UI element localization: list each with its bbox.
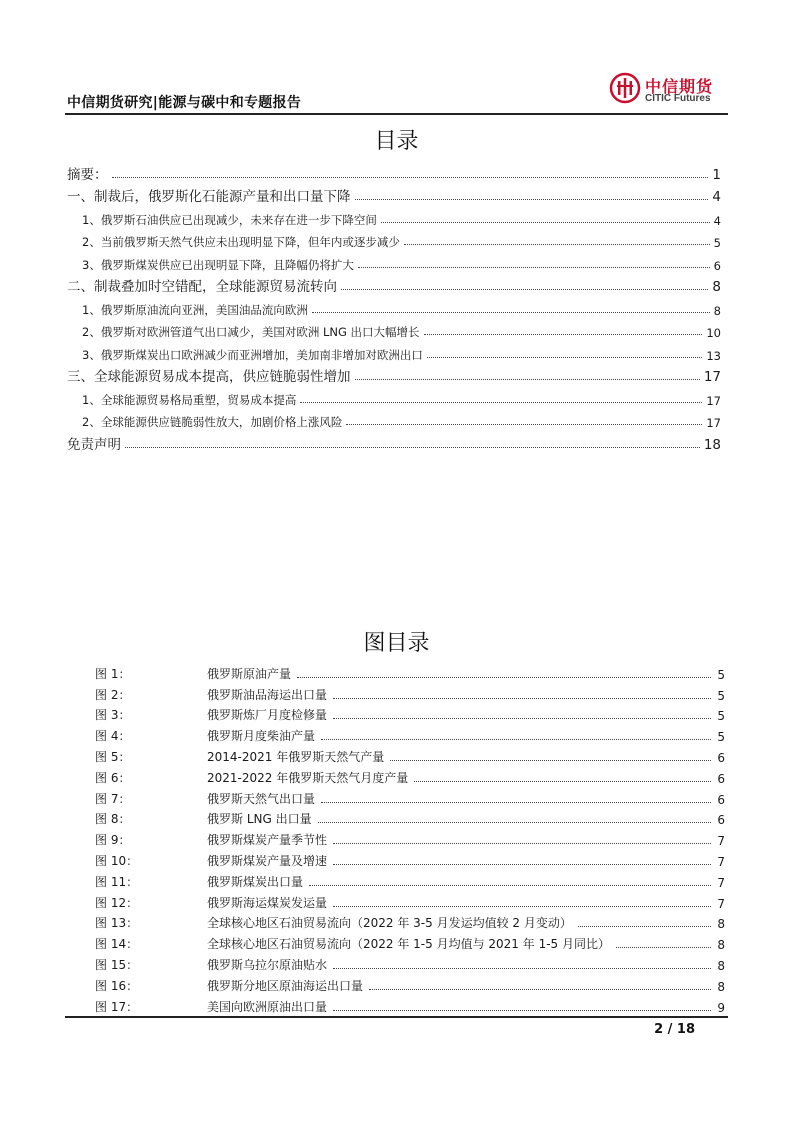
toc-entry-label: 2、当前俄罗斯天然气供应未出现明显下降，但年内或逐步减少 — [82, 235, 400, 249]
leader-dots — [381, 222, 710, 223]
figure-page: 5 — [717, 667, 725, 682]
figure-title: 俄罗斯 LNG 出口量 — [207, 812, 312, 827]
figure-title: 俄罗斯煤炭出口量 — [207, 874, 304, 889]
figure-title: 俄罗斯乌拉尔原油贴水 — [207, 957, 328, 972]
toc-entry-page: 17 — [703, 369, 721, 385]
figure-title: 美国向欧洲原油出口量 — [207, 999, 328, 1014]
figure-number: 图 8： — [95, 812, 131, 827]
figure-entry[interactable] — [95, 703, 725, 724]
figure-number: 图 3： — [95, 708, 131, 723]
toc-subentry[interactable] — [67, 228, 721, 251]
toc-entry-page: 8 — [713, 303, 721, 318]
header-divider — [65, 113, 728, 115]
figure-page: 5 — [717, 709, 725, 724]
toc-entry-page: 1 — [712, 166, 721, 183]
figure-entry[interactable] — [95, 744, 725, 765]
figure-entry[interactable] — [95, 952, 725, 973]
toc-entry-page: 18 — [703, 436, 721, 453]
leader-dots — [355, 199, 709, 200]
citic-logo-icon — [609, 72, 641, 104]
figure-list-heading: 图目录 — [363, 631, 430, 656]
figure-title: 俄罗斯煤炭产量季节性 — [207, 833, 328, 848]
toc-heading: 目录 — [374, 129, 419, 154]
leader-dots — [333, 1010, 711, 1011]
toc-entry-label: 免责声明 — [67, 436, 121, 453]
leader-dots — [300, 402, 702, 403]
leader-dots — [355, 379, 700, 380]
logo-english-name: CITIC Futures — [645, 93, 711, 104]
leader-dots — [312, 312, 710, 313]
leader-dots — [414, 781, 711, 782]
figure-number: 图 12： — [95, 895, 139, 910]
toc-subentry[interactable] — [67, 385, 721, 408]
toc-entry-label: 2、全球能源供应链脆弱性放大，加剧价格上涨风险 — [82, 415, 343, 429]
figure-number: 图 4： — [95, 729, 131, 744]
figure-page: 5 — [717, 730, 725, 745]
toc-entry-page: 5 — [713, 236, 721, 250]
toc-entry[interactable] — [67, 363, 721, 386]
figure-number: 图 6： — [95, 770, 131, 785]
leader-dots — [309, 885, 711, 886]
figure-number: 图 9： — [95, 833, 131, 848]
figure-entry[interactable] — [95, 827, 725, 848]
figure-page: 6 — [717, 771, 725, 786]
leader-dots — [404, 244, 710, 245]
table-of-contents — [67, 160, 721, 453]
figure-entry[interactable] — [95, 869, 725, 890]
leader-dots — [112, 177, 709, 178]
leader-dots — [427, 357, 703, 358]
figure-entry[interactable] — [95, 765, 725, 786]
figure-entry[interactable] — [95, 890, 725, 911]
figure-number: 图 1： — [95, 666, 131, 681]
figure-title: 全球核心地区石油贸易流向（2022 年 1-5 月均值与 2021 年 1-5 月同比） — [207, 937, 610, 952]
figure-number: 图 14： — [95, 937, 139, 952]
toc-entry-page: 10 — [706, 326, 721, 340]
toc-entry-label: 二、制裁叠加时空错配，全球能源贸易流转向 — [67, 279, 337, 295]
toc-subentry[interactable] — [67, 295, 721, 318]
figure-page: 8 — [717, 938, 725, 953]
figure-page: 8 — [717, 979, 725, 994]
toc-entry[interactable] — [67, 273, 721, 296]
figure-entry[interactable] — [95, 973, 725, 994]
toc-subentry[interactable] — [67, 408, 721, 431]
figure-entry[interactable] — [95, 911, 725, 932]
figure-title: 俄罗斯原油产量 — [207, 666, 292, 681]
figure-title: 俄罗斯油品海运出口量 — [207, 687, 328, 702]
report-header-title: 中信期货研究|能源与碳中和专题报告 — [67, 95, 302, 111]
page-number: 2 / 18 — [654, 1022, 695, 1037]
figure-number: 图 2： — [95, 687, 131, 702]
toc-entry-page: 17 — [706, 416, 721, 430]
figure-page: 7 — [717, 875, 725, 890]
leader-dots — [333, 843, 711, 844]
toc-subentry[interactable] — [67, 340, 721, 363]
figure-number: 图 17： — [95, 999, 139, 1014]
leader-dots — [333, 968, 711, 969]
leader-dots — [578, 926, 712, 927]
toc-subentry[interactable] — [67, 250, 721, 273]
figure-entry[interactable] — [95, 848, 725, 869]
figure-title: 俄罗斯炼厂月度检修量 — [207, 708, 328, 723]
toc-subentry[interactable] — [67, 205, 721, 228]
figure-entry[interactable] — [95, 931, 725, 952]
toc-entry-label: 1、全球能源贸易格局重塑，贸易成本提高 — [82, 392, 297, 407]
toc-entry-label: 3、俄罗斯煤炭出口欧洲减少而亚洲增加，美加南非增加对欧洲出口 — [82, 347, 423, 362]
leader-dots — [321, 802, 711, 803]
toc-entry-page: 8 — [712, 279, 721, 295]
figure-page: 8 — [717, 917, 725, 932]
figure-page: 8 — [717, 958, 725, 973]
leader-dots — [424, 334, 703, 335]
leader-dots — [341, 289, 708, 290]
figure-number: 图 15： — [95, 957, 139, 972]
figure-page: 6 — [717, 792, 725, 807]
figure-page: 5 — [717, 688, 725, 703]
figure-page: 7 — [717, 854, 725, 869]
leader-dots — [390, 760, 711, 761]
toc-entry[interactable] — [67, 430, 721, 453]
toc-entry-label: 2、俄罗斯对欧洲管道气出口减少，美国对欧洲 LNG 出口大幅增长 — [82, 325, 420, 339]
figure-title: 俄罗斯煤炭产量及增速 — [207, 853, 328, 868]
figure-page: 7 — [717, 896, 725, 911]
figure-entry[interactable] — [95, 682, 725, 703]
figure-number: 图 7： — [95, 791, 131, 806]
toc-entry-page: 17 — [706, 393, 721, 408]
figure-entry[interactable] — [95, 661, 725, 682]
figure-number: 图 13： — [95, 916, 139, 931]
leader-dots — [333, 718, 711, 719]
footer-divider — [65, 1016, 728, 1018]
citic-futures-logo — [609, 72, 729, 108]
toc-entry-label: 三、全球能源贸易成本提高，供应链脆弱性增加 — [67, 369, 351, 385]
figure-number: 图 10： — [95, 853, 139, 868]
leader-dots — [321, 739, 711, 740]
leader-dots — [125, 447, 700, 448]
figure-number: 图 5： — [95, 749, 131, 764]
figure-list — [95, 661, 725, 1015]
figure-page: 7 — [717, 834, 725, 849]
leader-dots — [358, 267, 710, 268]
toc-entry-page: 4 — [713, 213, 721, 228]
figure-page: 6 — [717, 750, 725, 765]
figure-page: 6 — [717, 813, 725, 828]
figure-title: 俄罗斯海运煤炭发运量 — [207, 895, 328, 910]
toc-entry-label: 3、俄罗斯煤炭供应已出现明显下降，且降幅仍将扩大 — [82, 257, 354, 272]
figure-entry[interactable] — [95, 786, 725, 807]
toc-subentry[interactable] — [67, 318, 721, 341]
figure-entry[interactable] — [95, 723, 725, 744]
figure-number: 图 16： — [95, 978, 139, 993]
toc-entry-page: 13 — [706, 348, 721, 363]
toc-entry[interactable] — [67, 183, 721, 206]
toc-entry-label: 1、俄罗斯原油流向亚洲，美国油品流向欧洲 — [82, 302, 308, 317]
figure-entry[interactable] — [95, 994, 725, 1015]
leader-dots — [333, 698, 711, 699]
toc-entry-page: 4 — [712, 189, 721, 205]
leader-dots — [297, 677, 711, 678]
figure-page: 9 — [717, 1000, 725, 1015]
figure-title: 俄罗斯分地区原油海运出口量 — [207, 978, 364, 993]
logo-chinese-name: 中信期货 — [645, 77, 714, 96]
figure-title: 全球核心地区石油贸易流向（2022 年 3-5 月发运均值较 2 月变动） — [207, 916, 572, 931]
toc-entry[interactable] — [67, 160, 721, 183]
toc-entry-page: 6 — [713, 258, 721, 273]
figure-entry[interactable] — [95, 807, 725, 828]
leader-dots — [333, 864, 711, 865]
figure-title: 2021-2022 年俄罗斯天然气月度产量 — [207, 770, 409, 785]
figure-title: 2014-2021 年俄罗斯天然气产量 — [207, 749, 385, 764]
leader-dots — [346, 424, 702, 425]
figure-title: 俄罗斯月度柴油产量 — [207, 729, 316, 744]
leader-dots — [616, 947, 711, 948]
toc-entry-label: 一、制裁后，俄罗斯化石能源产量和出口量下降 — [67, 189, 351, 205]
leader-dots — [369, 989, 711, 990]
toc-entry-label: 摘要： — [67, 166, 108, 183]
figure-number: 图 11： — [95, 874, 139, 889]
leader-dots — [318, 822, 712, 823]
toc-entry-label: 1、俄罗斯石油供应已出现减少，未来存在进一步下降空间 — [82, 212, 377, 227]
leader-dots — [333, 906, 711, 907]
figure-title: 俄罗斯天然气出口量 — [207, 791, 316, 806]
